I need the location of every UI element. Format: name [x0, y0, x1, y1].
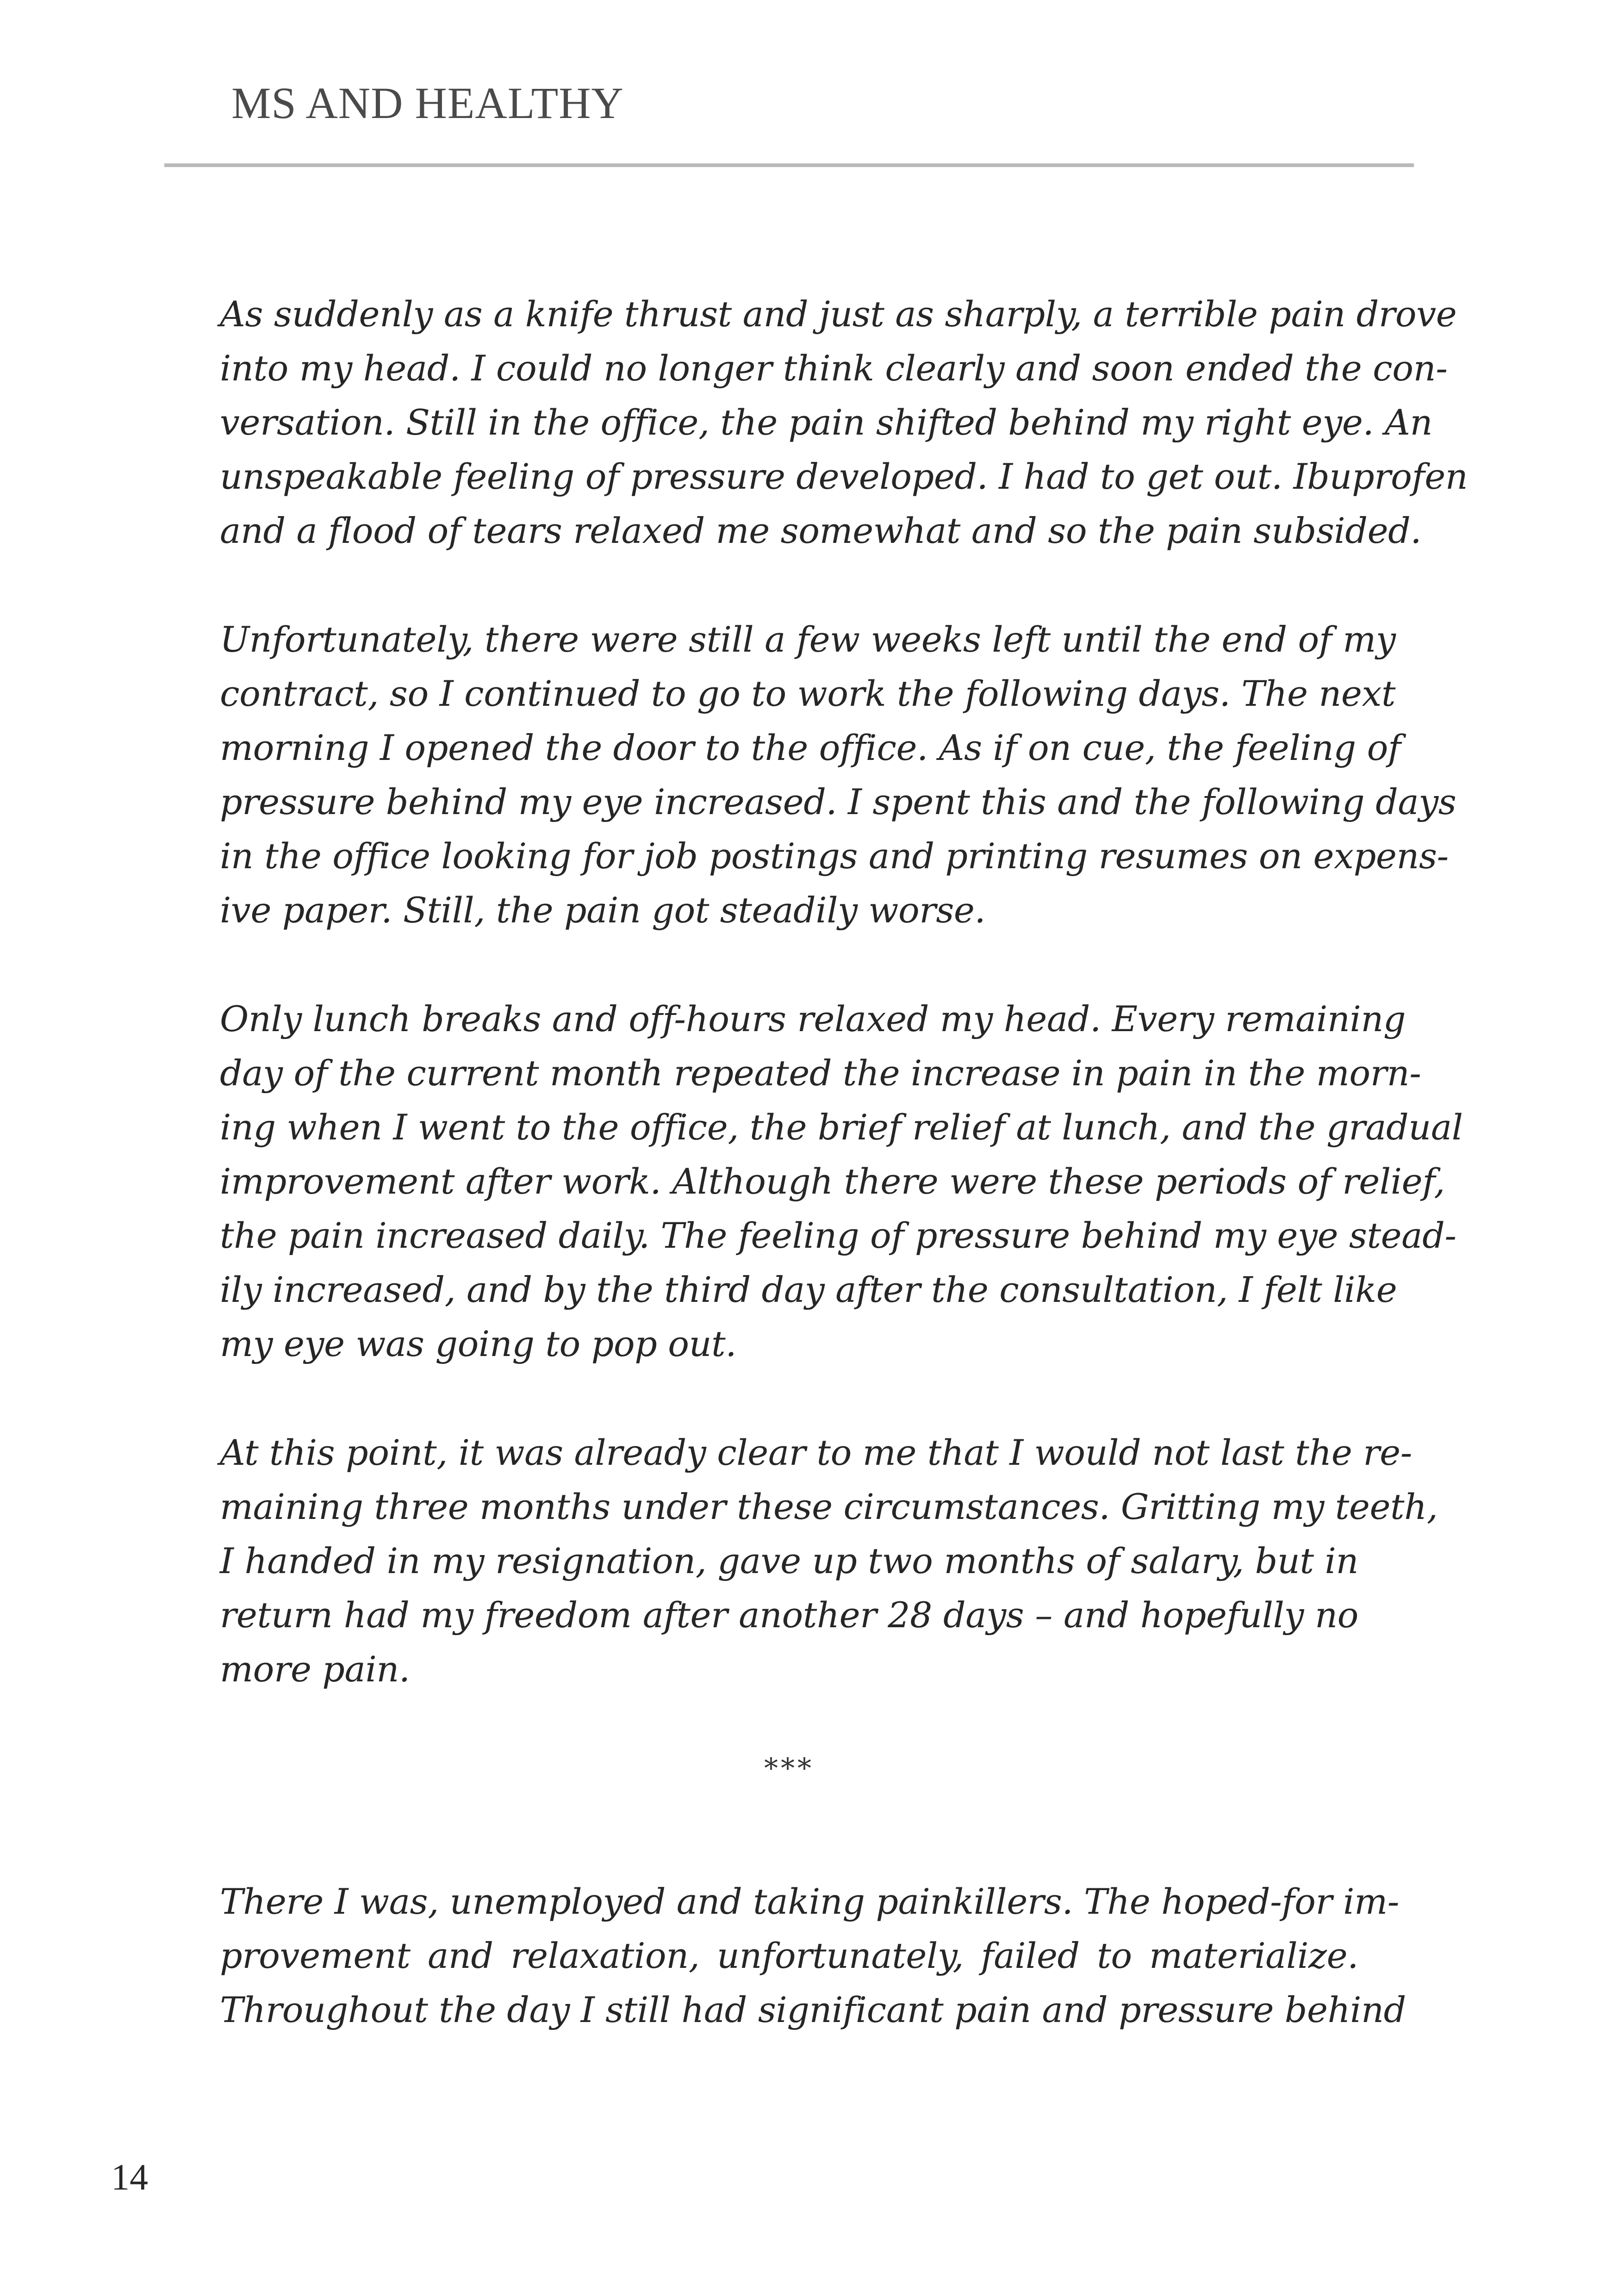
text-line: day of the current month repeated the increase in pain in the morn-	[220, 1052, 1421, 1094]
paragraph-2	[220, 612, 1456, 937]
text-line: ive paper. Still, the pain got steadily worse.	[220, 890, 986, 931]
text-line: pressure behind my eye increased. I spent this and the following days	[220, 781, 1456, 822]
scene-break-asterisks: ***	[764, 1752, 814, 1785]
text-line: versation. Still in the office, the pain shifted behind my right eye. An	[220, 402, 1432, 443]
text-line: Throughout the day I still had significant pain and pressure behind	[220, 1989, 1406, 2030]
paragraph-4	[220, 1425, 1438, 1696]
text-line: more pain.	[220, 1649, 410, 1690]
paragraph-5	[220, 1874, 1406, 2037]
header-rule	[164, 163, 1414, 167]
text-line: As suddenly as a knife thrust and just as sharply, a terrible pain drove	[220, 293, 1457, 335]
text-line: in the office looking for job postings and printing resumes on expens-	[220, 835, 1449, 877]
text-line: maining three months under these circumstances. Gritting my teeth,	[220, 1486, 1438, 1527]
text-line: return had my freedom after another 28 days – and hopefully no	[220, 1594, 1358, 1636]
paragraph-1	[220, 287, 1468, 558]
text-line: improvement after work. Although there were these periods of relief,	[220, 1161, 1445, 1202]
text-line: unspeakable feeling of pressure developed. I had to get out. Ibuprofen	[220, 456, 1468, 497]
text-line: Unfortunately, there were still a few weeks left until the end of my	[220, 619, 1396, 660]
text-line: At this point, it was already clear to me that I would not last the re-	[220, 1432, 1413, 1473]
text-line: Only lunch breaks and off-hours relaxed my head. Every remaining	[220, 998, 1406, 1039]
text-line: morning I opened the door to the office. As if on cue, the feeling of	[220, 727, 1401, 768]
text-line: contract, so I continued to go to work the following days. The next	[220, 673, 1396, 714]
page-number: 14	[111, 2157, 148, 2198]
text-line: There I was, unemployed and taking painkillers. The hoped-for im-	[220, 1881, 1400, 1922]
running-header-title: MS AND HEALTHY	[231, 78, 624, 128]
text-line: the pain increased daily. The feeling of pressure behind my eye stead-	[220, 1215, 1456, 1256]
text-line: and a flood of tears relaxed me somewhat and so the pain subsided.	[220, 510, 1422, 551]
paragraph-3	[220, 992, 1463, 1371]
text-line: provement and relaxation, unfortunately, failed to materialize.	[220, 1935, 1358, 1976]
text-line: my eye was going to pop out.	[220, 1323, 737, 1364]
text-line: I handed in my resignation, gave up two months of salary, but in	[220, 1540, 1358, 1581]
body-text	[220, 287, 1468, 2091]
text-line: into my head. I could no longer think clearly and soon ended the con-	[220, 348, 1448, 389]
text-line: ily increased, and by the third day after the consultation, I felt like	[220, 1269, 1397, 1310]
text-line: ing when I went to the office, the brief relief at lunch, and the gradual	[220, 1107, 1463, 1148]
